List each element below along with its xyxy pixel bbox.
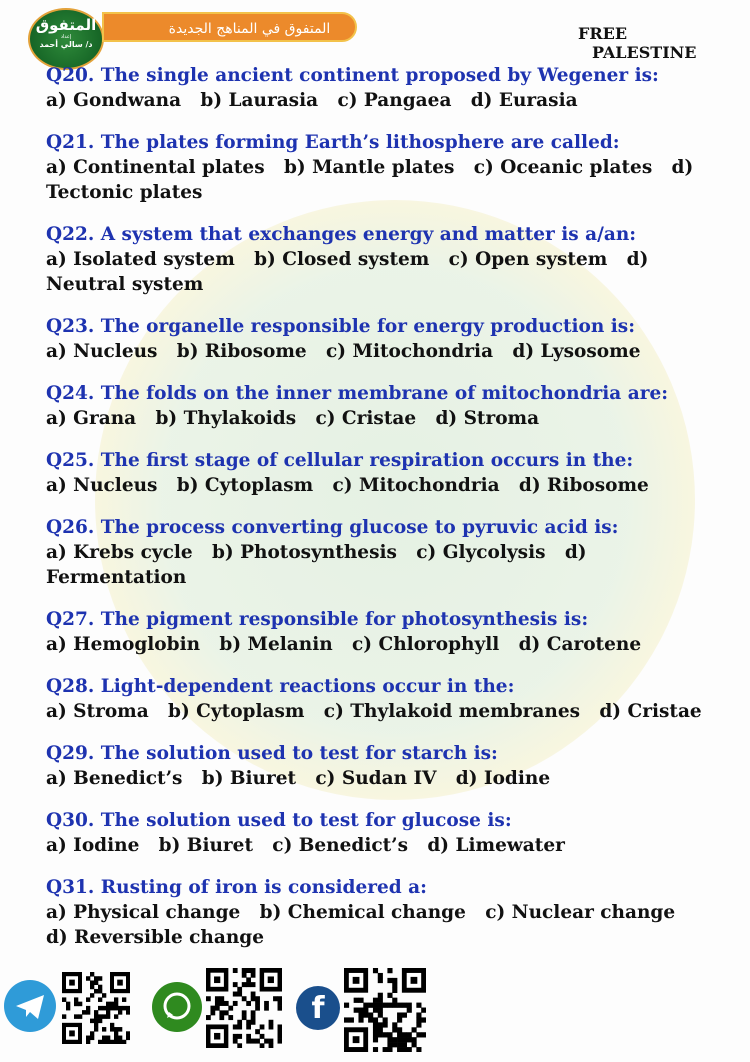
answer-options: a) Gondwana b) Laurasia c) Pangaea d) Eurasia <box>46 90 578 111</box>
whatsapp-qr-code[interactable] <box>206 968 282 1048</box>
logo-author: د/ سالي أحمد <box>39 40 93 49</box>
telegram-qr-code[interactable] <box>62 972 130 1044</box>
answer-options: a) Benedict’s b) Biuret c) Sudan IV d) Iodine <box>46 768 551 789</box>
header-banner: المتفوق في المناهج الجديدة <box>102 12 357 42</box>
facebook-qr-code[interactable] <box>344 968 426 1052</box>
question-text: Q22. A system that exchanges energy and matter is a/an: <box>46 224 637 245</box>
logo-subtitle: إعداد <box>60 34 72 40</box>
answer-options: a) Iodine b) Biuret c) Benedict’s d) Limewater <box>46 835 565 856</box>
slogan <box>578 24 697 62</box>
question-item <box>46 674 706 724</box>
telegram-icon[interactable] <box>4 980 56 1032</box>
slogan-line-1: FREE <box>578 24 628 43</box>
answer-options: a) Continental plates b) Mantle plates c) Oceanic plates d) Tectonic plates <box>46 157 700 203</box>
question-item <box>46 130 706 205</box>
question-text: Q30. The solution used to test for glucose is: <box>46 810 512 831</box>
question-item <box>46 222 706 297</box>
answer-options: a) Stroma b) Cytoplasm c) Thylakoid membranes d) Cristae <box>46 701 702 722</box>
answer-options: a) Physical change b) Chemical change c) Nuclear change d) Reversible change <box>46 902 695 948</box>
question-text: Q27. The pigment responsible for photosynthesis is: <box>46 609 589 630</box>
answer-options: a) Nucleus b) Cytoplasm c) Mitochondria d) Ribosome <box>46 475 649 496</box>
social-footer <box>0 968 450 1048</box>
question-item <box>46 808 706 858</box>
slogan-line-2: PALESTINE <box>592 43 697 62</box>
question-item <box>46 381 706 431</box>
facebook-icon[interactable]: f <box>296 986 340 1030</box>
question-text: Q31. Rusting of iron is considered a: <box>46 877 427 898</box>
logo <box>28 8 104 70</box>
question-item <box>46 607 706 657</box>
answer-options: a) Grana b) Thylakoids c) Cristae d) Stroma <box>46 408 540 429</box>
question-text: Q28. Light-dependent reactions occur in the: <box>46 676 515 697</box>
question-list <box>46 63 706 967</box>
answer-options: a) Hemoglobin b) Melanin c) Chlorophyll d) Carotene <box>46 634 642 655</box>
logo-text: المتفوق <box>35 16 97 34</box>
answer-options: a) Nucleus b) Ribosome c) Mitochondria d) Lysosome <box>46 341 641 362</box>
question-text: Q29. The solution used to test for starch is: <box>46 743 498 764</box>
answer-options: a) Krebs cycle b) Photosynthesis c) Glycolysis d) Fermentation <box>46 542 593 588</box>
question-item <box>46 515 706 590</box>
question-text: Q20. The single ancient continent proposed by Wegener is: <box>46 65 659 86</box>
question-item <box>46 314 706 364</box>
question-item <box>46 448 706 498</box>
question-text: Q23. The organelle responsible for energy production is: <box>46 316 636 337</box>
question-item <box>46 63 706 113</box>
question-text: Q21. The plates forming Earth’s lithosphere are called: <box>46 132 620 153</box>
answer-options: a) Isolated system b) Closed system c) Open system d) Neutral system <box>46 249 655 295</box>
whatsapp-icon[interactable] <box>152 982 202 1032</box>
question-text: Q26. The process converting glucose to pyruvic acid is: <box>46 517 619 538</box>
question-item <box>46 875 706 950</box>
question-text: Q24. The folds on the inner membrane of mitochondria are: <box>46 383 669 404</box>
question-text: Q25. The first stage of cellular respiration occurs in the: <box>46 450 634 471</box>
question-item <box>46 741 706 791</box>
